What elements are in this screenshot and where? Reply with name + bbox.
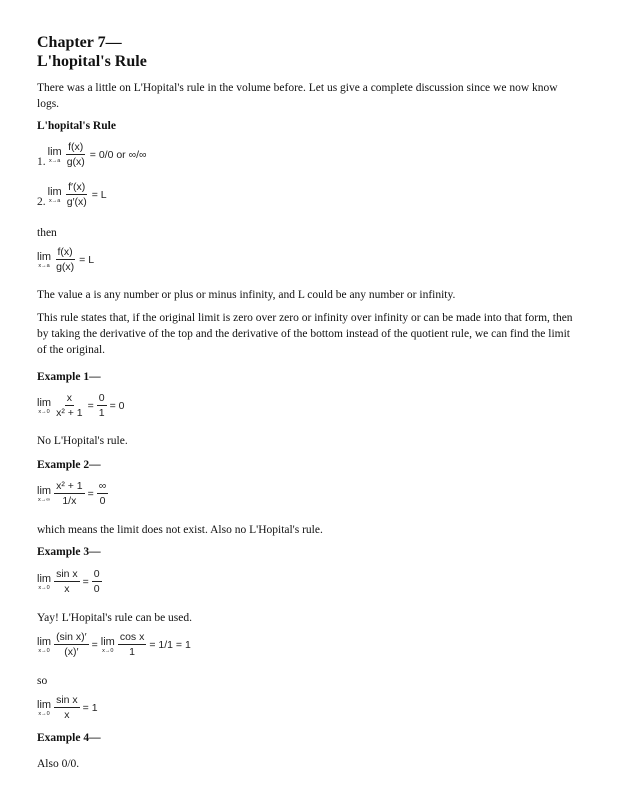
example-2-equation: lim x→∞ $\frac{\text{x² + 1}}{1/x}$ = $\frac{\infty}{0}$: [37, 480, 107, 507]
limit-operator: lim x→0: [37, 396, 52, 415]
example-4-heading: Example 4—: [37, 732, 101, 744]
value-paragraph: The value a is any number or plus or minus infinity, and L could be any number or infinity.: [37, 289, 456, 301]
rhs: = L: [79, 253, 95, 266]
limit-operator: lim x→0: [100, 635, 115, 654]
fraction: $\frac{0}{1}$: [98, 392, 105, 419]
rhs: = 0: [109, 399, 125, 412]
condition-2-number: 2.: [37, 196, 46, 208]
limit-operator: lim x→a: [47, 185, 62, 204]
example-2-heading: Example 2—: [37, 459, 101, 471]
example-3-equation: lim x→0 $\frac{\text{sin x}}{x}$ = $\frac{0}{0}$: [37, 568, 100, 595]
fraction: $\frac{f(x)}{g(x)}$: [66, 141, 85, 168]
fraction: $\frac{0}{0}$: [93, 568, 100, 595]
limit-operator: lim x→0: [37, 698, 52, 717]
chapter-title: Chapter 7—: [37, 34, 122, 51]
fraction: $\frac{f'(x)}{g'(x)}$: [66, 181, 87, 208]
condition-1-number: 1.: [37, 156, 46, 168]
fraction: $\frac{x}{\text{x² + 1}}$: [56, 392, 83, 419]
example-1-note: No L'Hopital's rule.: [37, 435, 128, 447]
fraction: $\frac{\text{x² + 1}}{1/x}$: [56, 480, 83, 507]
rhs: = 1/1 = 1: [149, 638, 191, 651]
rhs: = 0/0 or ∞/∞: [89, 148, 147, 161]
chapter-subtitle: L'hopital's Rule: [37, 53, 147, 70]
limit-operator: lim x→a: [47, 145, 62, 164]
so-text: so: [37, 675, 48, 687]
example-3-note: Yay! L'Hopital's rule can be used.: [37, 612, 192, 624]
fraction: $\frac{f(x)}{g(x)}$: [56, 246, 75, 273]
example-1-heading: Example 1—: [37, 371, 101, 383]
example-1-equation: lim x→0 $\frac{x}{\text{x² + 1}}$ = $\frac{0}{1}$ = 0: [37, 392, 125, 419]
rule-conclusion: [37, 246, 97, 273]
example-4-note: Also 0/0.: [37, 758, 80, 770]
rule-heading: L'hopital's Rule: [37, 120, 116, 132]
intro-paragraph: There was a little on L'Hopital's rule in the volume before. Let us give a complete discussion since we now know logs.: [37, 82, 558, 110]
rhs: = L: [91, 188, 107, 201]
rhs: = 1: [82, 701, 98, 714]
limit-operator: lim x→0: [37, 635, 52, 654]
then-text: then: [37, 227, 57, 239]
fraction: $\frac{\infty}{0}$: [98, 480, 107, 507]
fraction: $\frac{\text{(sin x)′}}{(x)'}$: [56, 631, 87, 658]
example-2-note: which means the limit does not exist. Also no L'Hopital's rule.: [37, 524, 323, 536]
limit-operator: lim x→∞: [37, 484, 52, 503]
fraction: $\frac{\text{sin x}}{x}$: [56, 694, 78, 721]
example-3-derivative-equation: lim x→0 $\frac{\text{(sin x)′}}{(x)'}$ = lim x→0 $\frac{\text{cos x}}{1}$ = 1/1 = 1: [37, 631, 191, 658]
limit-operator: lim x→0: [37, 572, 52, 591]
example-3-result-equation: [37, 694, 101, 721]
limit-operator: lim x→a: [37, 250, 52, 269]
rule-condition-1: [37, 141, 150, 168]
fraction: $\frac{\text{cos x}}{1}$: [119, 631, 145, 658]
fraction: $\frac{\text{sin x}}{x}$: [56, 568, 78, 595]
example-3-heading: Example 3—: [37, 546, 101, 558]
explain-paragraph: This rule states that, if the original limit is zero over zero or infinity over infinity or can be made into that form, then by taking the derivative of the top and the derivative of the bottom instead of the quotient rule, we can find the limit of the original.: [37, 312, 573, 356]
rule-condition-2: [37, 181, 110, 208]
